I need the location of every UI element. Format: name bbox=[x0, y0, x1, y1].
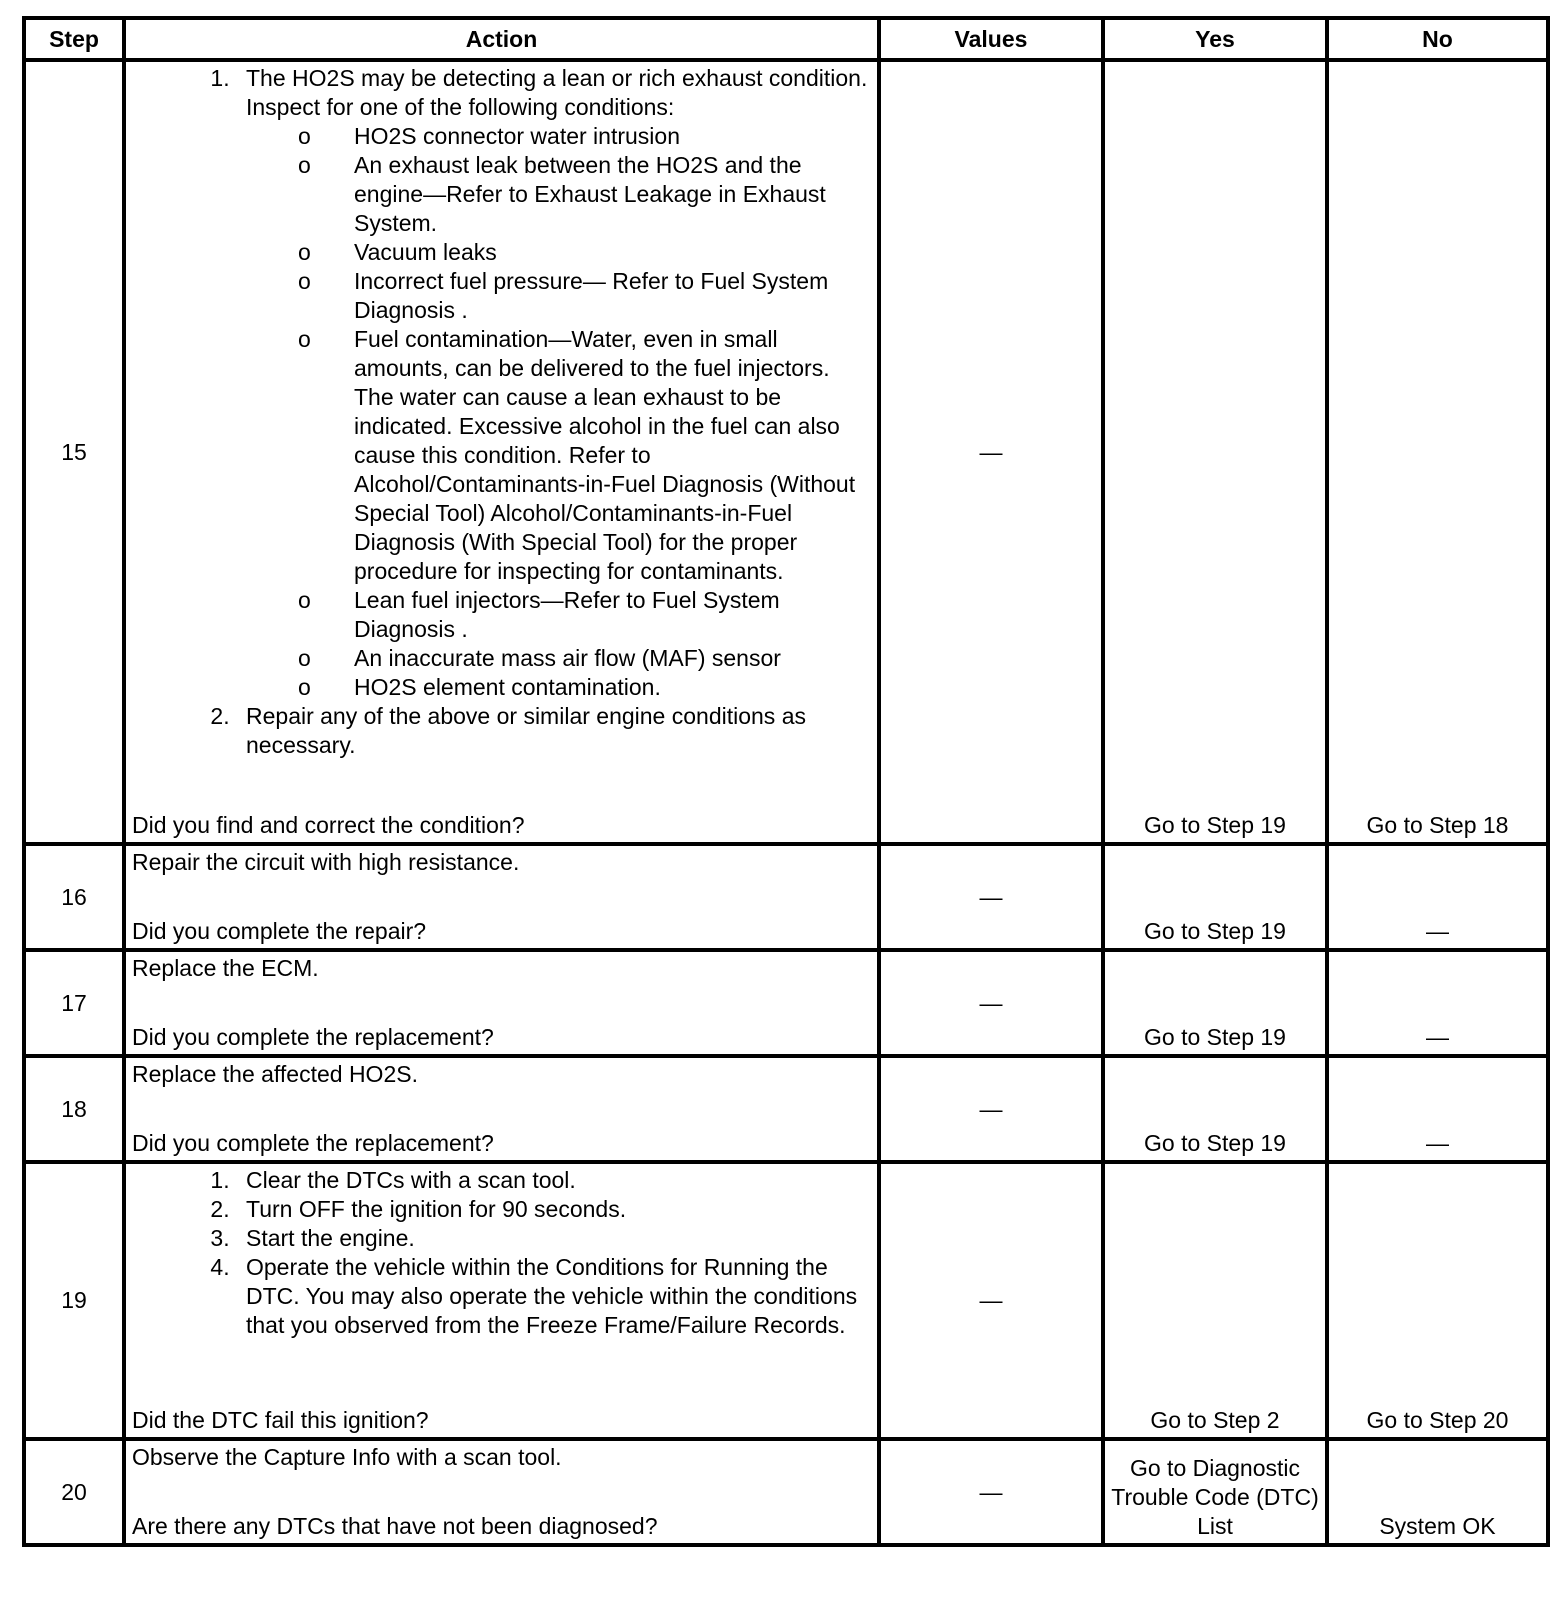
question-text: Did you complete the repair? bbox=[132, 918, 427, 944]
table-row bbox=[24, 1056, 1548, 1162]
action-text: Repair the circuit with high resistance. bbox=[132, 849, 520, 875]
condition-item: o Vacuum leaks bbox=[344, 238, 869, 267]
yes-cell: Go to Step 19 bbox=[1103, 60, 1327, 844]
header-values: Values bbox=[879, 18, 1103, 60]
action-step: 2. Turn OFF the ignition for 90 seconds. bbox=[236, 1195, 869, 1224]
action-step bbox=[236, 64, 869, 702]
question-text: Did you complete the replacement? bbox=[132, 1024, 494, 1050]
diagnostic-table bbox=[22, 16, 1550, 1547]
step-number: 16 bbox=[24, 844, 124, 950]
question-text: Did you complete the replacement? bbox=[132, 1130, 494, 1156]
header-row bbox=[24, 18, 1548, 60]
no-cell: Go to Step 20 bbox=[1327, 1162, 1548, 1439]
step-number: 17 bbox=[24, 950, 124, 1056]
table-row bbox=[24, 60, 1548, 844]
yes-cell: Go to Step 2 bbox=[1103, 1162, 1327, 1439]
action-cell bbox=[124, 1162, 879, 1439]
no-cell: — bbox=[1327, 844, 1548, 950]
values-cell: — bbox=[879, 844, 1103, 950]
action-step: 4. Operate the vehicle within the Conditions for Running the DTC. You may also operate the vehicle within the conditions that you observed from the Freeze Frame/Failure Records. bbox=[236, 1253, 869, 1340]
no-cell: — bbox=[1327, 1056, 1548, 1162]
table-row bbox=[24, 844, 1548, 950]
step-number: 15 bbox=[24, 60, 124, 844]
step-number: 19 bbox=[24, 1162, 124, 1439]
action-step: 1. Clear the DTCs with a scan tool. bbox=[236, 1166, 869, 1195]
action-text: Observe the Capture Info with a scan tool. bbox=[132, 1444, 562, 1470]
action-text: Replace the ECM. bbox=[132, 955, 319, 981]
condition-item: o An exhaust leak between the HO2S and the engine—Refer to Exhaust Leakage in Exhaust System. bbox=[344, 151, 869, 238]
action-cell bbox=[124, 1056, 879, 1162]
action-step-text: The HO2S may be detecting a lean or rich exhaust condition. Inspect for one of the following conditions: bbox=[246, 65, 868, 120]
condition-item: o Fuel contamination—Water, even in small amounts, can be delivered to the fuel injectors. The water can cause a lean exhaust to be indicated. Excessive alcohol in the fuel can also cause this condition. Refer to Alcohol/Contaminants-in-Fuel Diagnosis (Without Special Tool) Alcohol/Contaminants-in-Fuel Diagnosis (With Special Tool) for the proper procedure for inspecting for contaminants. bbox=[344, 325, 869, 586]
condition-item: o An inaccurate mass air flow (MAF) sensor bbox=[344, 644, 869, 673]
question-text: Did you find and correct the condition? bbox=[132, 812, 525, 838]
values-cell: — bbox=[879, 950, 1103, 1056]
action-step: 3. Start the engine. bbox=[236, 1224, 869, 1253]
condition-item: o Lean fuel injectors—Refer to Fuel System Diagnosis . bbox=[344, 586, 869, 644]
action-cell bbox=[124, 60, 879, 844]
header-no: No bbox=[1327, 18, 1548, 60]
action-steps bbox=[132, 64, 869, 760]
table-row bbox=[24, 1439, 1548, 1545]
action-step: 2. Repair any of the above or similar engine conditions as necessary. bbox=[236, 702, 869, 760]
condition-item: o Incorrect fuel pressure— Refer to Fuel System Diagnosis . bbox=[344, 267, 869, 325]
action-cell bbox=[124, 844, 879, 950]
values-cell: — bbox=[879, 1162, 1103, 1439]
action-cell bbox=[124, 1439, 879, 1545]
no-cell: Go to Step 18 bbox=[1327, 60, 1548, 844]
question-text: Are there any DTCs that have not been diagnosed? bbox=[132, 1513, 658, 1539]
step-number: 18 bbox=[24, 1056, 124, 1162]
yes-cell: Go to Step 19 bbox=[1103, 1056, 1327, 1162]
action-cell bbox=[124, 950, 879, 1056]
condition-item: o HO2S element contamination. bbox=[344, 673, 869, 702]
action-text: Replace the affected HO2S. bbox=[132, 1061, 418, 1087]
header-step: Step bbox=[24, 18, 124, 60]
yes-cell: Go to Step 19 bbox=[1103, 950, 1327, 1056]
values-cell: — bbox=[879, 1439, 1103, 1545]
question-text: Did the DTC fail this ignition? bbox=[132, 1407, 429, 1433]
no-cell: — bbox=[1327, 950, 1548, 1056]
yes-cell: Go to Diagnostic Trouble Code (DTC) List bbox=[1103, 1439, 1327, 1545]
yes-cell: Go to Step 19 bbox=[1103, 844, 1327, 950]
no-cell: System OK bbox=[1327, 1439, 1548, 1545]
values-cell: — bbox=[879, 1056, 1103, 1162]
action-steps bbox=[132, 1166, 869, 1340]
values-cell: — bbox=[879, 60, 1103, 844]
header-action: Action bbox=[124, 18, 879, 60]
table-row bbox=[24, 1162, 1548, 1439]
table-row bbox=[24, 950, 1548, 1056]
step-number: 20 bbox=[24, 1439, 124, 1545]
condition-item: o HO2S connector water intrusion bbox=[344, 122, 869, 151]
condition-list bbox=[246, 122, 869, 702]
header-yes: Yes bbox=[1103, 18, 1327, 60]
